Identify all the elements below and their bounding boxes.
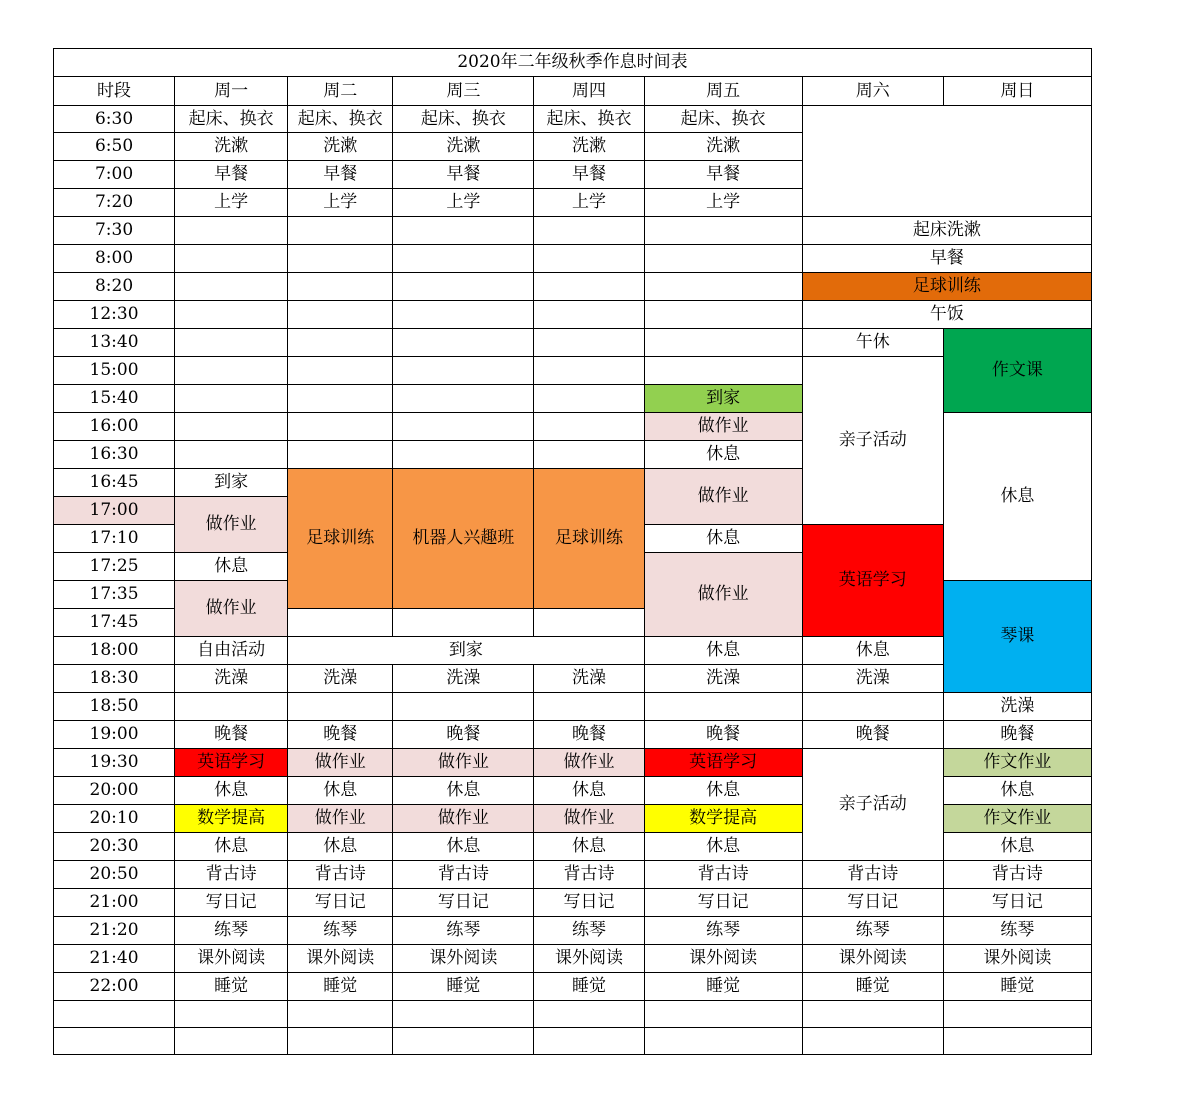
header-wed: 周三 bbox=[393, 77, 534, 106]
cell-empty bbox=[393, 301, 534, 329]
cell-empty bbox=[175, 693, 288, 721]
table-row bbox=[54, 917, 1092, 945]
time-cell: 8:20 bbox=[54, 273, 175, 301]
cell-empty bbox=[393, 245, 534, 273]
cell-homework: 做作业 bbox=[644, 469, 802, 525]
cell-diary: 写日记 bbox=[943, 889, 1091, 917]
cell-sleep: 睡觉 bbox=[288, 973, 393, 1001]
cell-wake-wash: 起床洗漱 bbox=[802, 217, 1091, 245]
cell-empty bbox=[175, 301, 288, 329]
table-row bbox=[54, 749, 1092, 777]
cell-empty bbox=[534, 273, 644, 301]
cell-rest: 休息 bbox=[534, 777, 644, 805]
cell-empty bbox=[534, 245, 644, 273]
table-row bbox=[54, 1028, 1092, 1055]
cell-school: 上学 bbox=[534, 189, 644, 217]
cell-composition-class: 作文课 bbox=[943, 329, 1091, 413]
cell-rest: 休息 bbox=[802, 637, 943, 665]
cell-empty bbox=[534, 357, 644, 385]
cell-weekend-breakfast: 早餐 bbox=[802, 245, 1091, 273]
header-thu: 周四 bbox=[534, 77, 644, 106]
cell-empty bbox=[288, 609, 393, 637]
cell-empty bbox=[802, 1028, 943, 1055]
cell-empty bbox=[644, 217, 802, 245]
cell-bath: 洗澡 bbox=[802, 665, 943, 693]
time-cell: 17:10 bbox=[54, 525, 175, 553]
cell-empty bbox=[288, 301, 393, 329]
time-cell: 20:50 bbox=[54, 861, 175, 889]
cell-homework: 做作业 bbox=[644, 553, 802, 637]
time-cell: 15:40 bbox=[54, 385, 175, 413]
table-row bbox=[54, 217, 1092, 245]
cell-piano: 练琴 bbox=[175, 917, 288, 945]
table-row bbox=[54, 106, 1092, 133]
cell-wakeup: 起床、换衣 bbox=[175, 106, 288, 133]
cell-empty bbox=[288, 329, 393, 357]
time-cell: 22:00 bbox=[54, 973, 175, 1001]
cell-poem: 背古诗 bbox=[393, 861, 534, 889]
cell-piano: 练琴 bbox=[943, 917, 1091, 945]
time-cell: 7:00 bbox=[54, 161, 175, 189]
cell-empty bbox=[943, 1001, 1091, 1028]
cell-school: 上学 bbox=[288, 189, 393, 217]
table-row bbox=[54, 721, 1092, 749]
cell-empty bbox=[288, 441, 393, 469]
time-cell: 18:00 bbox=[54, 637, 175, 665]
cell-empty bbox=[393, 693, 534, 721]
cell-empty bbox=[175, 273, 288, 301]
header-sun: 周日 bbox=[943, 77, 1091, 106]
cell-bath: 洗澡 bbox=[943, 693, 1091, 721]
time-cell: 20:00 bbox=[54, 777, 175, 805]
cell-sleep: 睡觉 bbox=[534, 973, 644, 1001]
cell-wakeup: 起床、换衣 bbox=[288, 106, 393, 133]
table-row bbox=[54, 945, 1092, 973]
cell-rest: 休息 bbox=[175, 553, 288, 581]
cell-empty bbox=[802, 693, 943, 721]
cell-wash: 洗漱 bbox=[534, 133, 644, 161]
table-row bbox=[54, 693, 1092, 721]
cell-piano-class: 琴课 bbox=[943, 581, 1091, 693]
cell-empty bbox=[534, 301, 644, 329]
cell-sleep: 睡觉 bbox=[175, 973, 288, 1001]
cell-rest: 休息 bbox=[288, 777, 393, 805]
cell-empty bbox=[534, 693, 644, 721]
cell-bath: 洗澡 bbox=[288, 665, 393, 693]
cell-empty bbox=[393, 273, 534, 301]
cell-nap: 午休 bbox=[802, 329, 943, 357]
cell-breakfast: 早餐 bbox=[175, 161, 288, 189]
cell-wash: 洗漱 bbox=[288, 133, 393, 161]
cell-empty bbox=[644, 301, 802, 329]
cell-rest: 休息 bbox=[175, 833, 288, 861]
time-cell: 16:30 bbox=[54, 441, 175, 469]
cell-empty bbox=[175, 329, 288, 357]
time-cell: 19:00 bbox=[54, 721, 175, 749]
cell-empty bbox=[534, 609, 644, 637]
table-row bbox=[54, 1001, 1092, 1028]
cell-empty bbox=[54, 1001, 175, 1028]
cell-wash: 洗漱 bbox=[644, 133, 802, 161]
cell-sleep: 睡觉 bbox=[802, 973, 943, 1001]
cell-poem: 背古诗 bbox=[943, 861, 1091, 889]
cell-wash: 洗漱 bbox=[175, 133, 288, 161]
cell-homework: 做作业 bbox=[534, 749, 644, 777]
cell-empty bbox=[802, 1001, 943, 1028]
cell-empty bbox=[644, 273, 802, 301]
cell-rest: 休息 bbox=[175, 777, 288, 805]
cell-rest: 休息 bbox=[943, 777, 1091, 805]
cell-diary: 写日记 bbox=[644, 889, 802, 917]
time-cell: 6:50 bbox=[54, 133, 175, 161]
cell-breakfast: 早餐 bbox=[393, 161, 534, 189]
time-cell: 6:30 bbox=[54, 106, 175, 133]
cell-math: 数学提高 bbox=[644, 805, 802, 833]
cell-empty bbox=[534, 413, 644, 441]
cell-empty bbox=[288, 273, 393, 301]
cell-empty bbox=[288, 245, 393, 273]
cell-empty bbox=[288, 1028, 393, 1055]
cell-football: 足球训练 bbox=[534, 469, 644, 609]
time-cell: 16:45 bbox=[54, 469, 175, 497]
cell-arrive-home: 到家 bbox=[288, 637, 644, 665]
time-cell: 17:25 bbox=[54, 553, 175, 581]
cell-dinner: 晚餐 bbox=[943, 721, 1091, 749]
cell-poem: 背古诗 bbox=[175, 861, 288, 889]
time-cell: 18:30 bbox=[54, 665, 175, 693]
cell-empty bbox=[54, 1028, 175, 1055]
time-cell: 18:50 bbox=[54, 693, 175, 721]
cell-homework: 做作业 bbox=[288, 805, 393, 833]
cell-rest: 休息 bbox=[644, 777, 802, 805]
cell-diary: 写日记 bbox=[175, 889, 288, 917]
time-cell: 21:00 bbox=[54, 889, 175, 917]
cell-empty bbox=[534, 441, 644, 469]
cell-empty bbox=[534, 1001, 644, 1028]
cell-english: 英语学习 bbox=[175, 749, 288, 777]
cell-dinner: 晚餐 bbox=[288, 721, 393, 749]
cell-dinner: 晚餐 bbox=[802, 721, 943, 749]
cell-reading: 课外阅读 bbox=[288, 945, 393, 973]
cell-empty bbox=[393, 441, 534, 469]
time-cell: 17:00 bbox=[54, 497, 175, 525]
cell-bath: 洗澡 bbox=[644, 665, 802, 693]
cell-free-activity: 自由活动 bbox=[175, 637, 288, 665]
cell-empty bbox=[288, 217, 393, 245]
cell-dinner: 晚餐 bbox=[534, 721, 644, 749]
time-cell: 7:20 bbox=[54, 189, 175, 217]
cell-composition-hw: 作文作业 bbox=[943, 805, 1091, 833]
cell-empty bbox=[393, 609, 534, 637]
cell-rest: 休息 bbox=[534, 833, 644, 861]
cell-empty bbox=[288, 357, 393, 385]
table-row bbox=[54, 273, 1092, 301]
cell-sleep: 睡觉 bbox=[644, 973, 802, 1001]
cell-parent-child: 亲子活动 bbox=[802, 357, 943, 525]
cell-reading: 课外阅读 bbox=[534, 945, 644, 973]
cell-poem: 背古诗 bbox=[802, 861, 943, 889]
cell-arrive-home: 到家 bbox=[644, 385, 802, 413]
cell-empty bbox=[288, 385, 393, 413]
cell-reading: 课外阅读 bbox=[175, 945, 288, 973]
cell-wakeup: 起床、换衣 bbox=[644, 106, 802, 133]
cell-diary: 写日记 bbox=[534, 889, 644, 917]
cell-piano: 练琴 bbox=[393, 917, 534, 945]
time-cell: 21:20 bbox=[54, 917, 175, 945]
cell-empty bbox=[534, 385, 644, 413]
cell-bath: 洗澡 bbox=[175, 665, 288, 693]
time-cell: 19:30 bbox=[54, 749, 175, 777]
time-cell: 17:35 bbox=[54, 581, 175, 609]
cell-empty bbox=[393, 385, 534, 413]
header-mon: 周一 bbox=[175, 77, 288, 106]
cell-homework: 做作业 bbox=[644, 413, 802, 441]
cell-wakeup: 起床、换衣 bbox=[393, 106, 534, 133]
cell-saturday-english: 英语学习 bbox=[802, 525, 943, 637]
cell-english: 英语学习 bbox=[644, 749, 802, 777]
cell-lunch: 午饭 bbox=[802, 301, 1091, 329]
cell-piano: 练琴 bbox=[644, 917, 802, 945]
table-row bbox=[54, 329, 1092, 357]
cell-school: 上学 bbox=[175, 189, 288, 217]
cell-math: 数学提高 bbox=[175, 805, 288, 833]
table-row bbox=[54, 665, 1092, 693]
cell-bath: 洗澡 bbox=[534, 665, 644, 693]
cell-empty bbox=[175, 357, 288, 385]
header-row bbox=[54, 77, 1092, 106]
cell-empty bbox=[175, 1028, 288, 1055]
cell-parent-child: 亲子活动 bbox=[802, 749, 943, 861]
cell-robot-club: 机器人兴趣班 bbox=[393, 469, 534, 609]
cell-sleep: 睡觉 bbox=[393, 973, 534, 1001]
cell-wash: 洗漱 bbox=[393, 133, 534, 161]
cell-reading: 课外阅读 bbox=[393, 945, 534, 973]
cell-poem: 背古诗 bbox=[534, 861, 644, 889]
time-cell: 20:30 bbox=[54, 833, 175, 861]
time-cell: 7:30 bbox=[54, 217, 175, 245]
cell-dinner: 晚餐 bbox=[175, 721, 288, 749]
table-row bbox=[54, 245, 1092, 273]
cell-diary: 写日记 bbox=[802, 889, 943, 917]
cell-empty bbox=[534, 1028, 644, 1055]
header-fri: 周五 bbox=[644, 77, 802, 106]
cell-empty bbox=[644, 245, 802, 273]
time-cell: 12:30 bbox=[54, 301, 175, 329]
cell-rest: 休息 bbox=[644, 637, 802, 665]
cell-homework: 做作业 bbox=[175, 497, 288, 553]
cell-sleep: 睡觉 bbox=[943, 973, 1091, 1001]
header-timeslot: 时段 bbox=[54, 77, 175, 106]
cell-poem: 背古诗 bbox=[644, 861, 802, 889]
cell-empty bbox=[288, 693, 393, 721]
cell-breakfast: 早餐 bbox=[534, 161, 644, 189]
time-cell: 20:10 bbox=[54, 805, 175, 833]
cell-rest: 休息 bbox=[393, 833, 534, 861]
cell-bath: 洗澡 bbox=[393, 665, 534, 693]
time-cell: 13:40 bbox=[54, 329, 175, 357]
cell-empty bbox=[644, 1028, 802, 1055]
cell-empty bbox=[644, 329, 802, 357]
time-cell: 17:45 bbox=[54, 609, 175, 637]
cell-empty bbox=[175, 245, 288, 273]
table-row bbox=[54, 357, 1092, 385]
cell-empty bbox=[175, 413, 288, 441]
cell-homework: 做作业 bbox=[393, 749, 534, 777]
cell-homework: 做作业 bbox=[393, 805, 534, 833]
cell-empty bbox=[393, 217, 534, 245]
cell-empty bbox=[644, 1001, 802, 1028]
time-cell: 8:00 bbox=[54, 245, 175, 273]
time-cell: 15:00 bbox=[54, 357, 175, 385]
cell-diary: 写日记 bbox=[288, 889, 393, 917]
cell-rest: 休息 bbox=[943, 833, 1091, 861]
weekend-morning-blank bbox=[802, 106, 1091, 217]
cell-empty bbox=[393, 413, 534, 441]
cell-school: 上学 bbox=[393, 189, 534, 217]
cell-empty bbox=[393, 329, 534, 357]
cell-breakfast: 早餐 bbox=[644, 161, 802, 189]
cell-composition-hw: 作文作业 bbox=[943, 749, 1091, 777]
cell-piano: 练琴 bbox=[288, 917, 393, 945]
header-sat: 周六 bbox=[802, 77, 943, 106]
table-row bbox=[54, 861, 1092, 889]
table-row bbox=[54, 637, 1092, 665]
time-cell: 16:00 bbox=[54, 413, 175, 441]
cell-arrive-home: 到家 bbox=[175, 469, 288, 497]
cell-empty bbox=[644, 357, 802, 385]
cell-rest: 休息 bbox=[644, 525, 802, 553]
cell-homework: 做作业 bbox=[175, 581, 288, 637]
cell-rest: 休息 bbox=[644, 833, 802, 861]
cell-rest: 休息 bbox=[288, 833, 393, 861]
cell-homework: 做作业 bbox=[534, 805, 644, 833]
cell-sunday-rest: 休息 bbox=[943, 413, 1091, 581]
cell-empty bbox=[288, 413, 393, 441]
time-cell: 21:40 bbox=[54, 945, 175, 973]
cell-rest: 休息 bbox=[393, 777, 534, 805]
cell-homework: 做作业 bbox=[288, 749, 393, 777]
table-title: 2020年二年级秋季作息时间表 bbox=[54, 49, 1092, 77]
cell-reading: 课外阅读 bbox=[943, 945, 1091, 973]
cell-empty bbox=[393, 1001, 534, 1028]
cell-rest: 休息 bbox=[644, 441, 802, 469]
cell-empty bbox=[943, 1028, 1091, 1055]
cell-piano: 练琴 bbox=[802, 917, 943, 945]
table-row bbox=[54, 301, 1092, 329]
cell-empty bbox=[175, 441, 288, 469]
cell-reading: 课外阅读 bbox=[644, 945, 802, 973]
cell-wakeup: 起床、换衣 bbox=[534, 106, 644, 133]
cell-empty bbox=[644, 693, 802, 721]
header-tue: 周二 bbox=[288, 77, 393, 106]
cell-empty bbox=[393, 357, 534, 385]
cell-football: 足球训练 bbox=[288, 469, 393, 609]
cell-empty bbox=[175, 1001, 288, 1028]
table-row bbox=[54, 889, 1092, 917]
cell-weekend-football: 足球训练 bbox=[802, 273, 1091, 301]
cell-dinner: 晚餐 bbox=[393, 721, 534, 749]
table-row bbox=[54, 973, 1092, 1001]
schedule-table bbox=[53, 48, 1092, 1055]
cell-empty bbox=[175, 385, 288, 413]
cell-empty bbox=[175, 217, 288, 245]
cell-empty bbox=[288, 1001, 393, 1028]
cell-breakfast: 早餐 bbox=[288, 161, 393, 189]
cell-diary: 写日记 bbox=[393, 889, 534, 917]
cell-empty bbox=[534, 217, 644, 245]
cell-poem: 背古诗 bbox=[288, 861, 393, 889]
cell-school: 上学 bbox=[644, 189, 802, 217]
cell-reading: 课外阅读 bbox=[802, 945, 943, 973]
cell-empty bbox=[534, 329, 644, 357]
cell-piano: 练琴 bbox=[534, 917, 644, 945]
cell-dinner: 晚餐 bbox=[644, 721, 802, 749]
cell-empty bbox=[393, 1028, 534, 1055]
